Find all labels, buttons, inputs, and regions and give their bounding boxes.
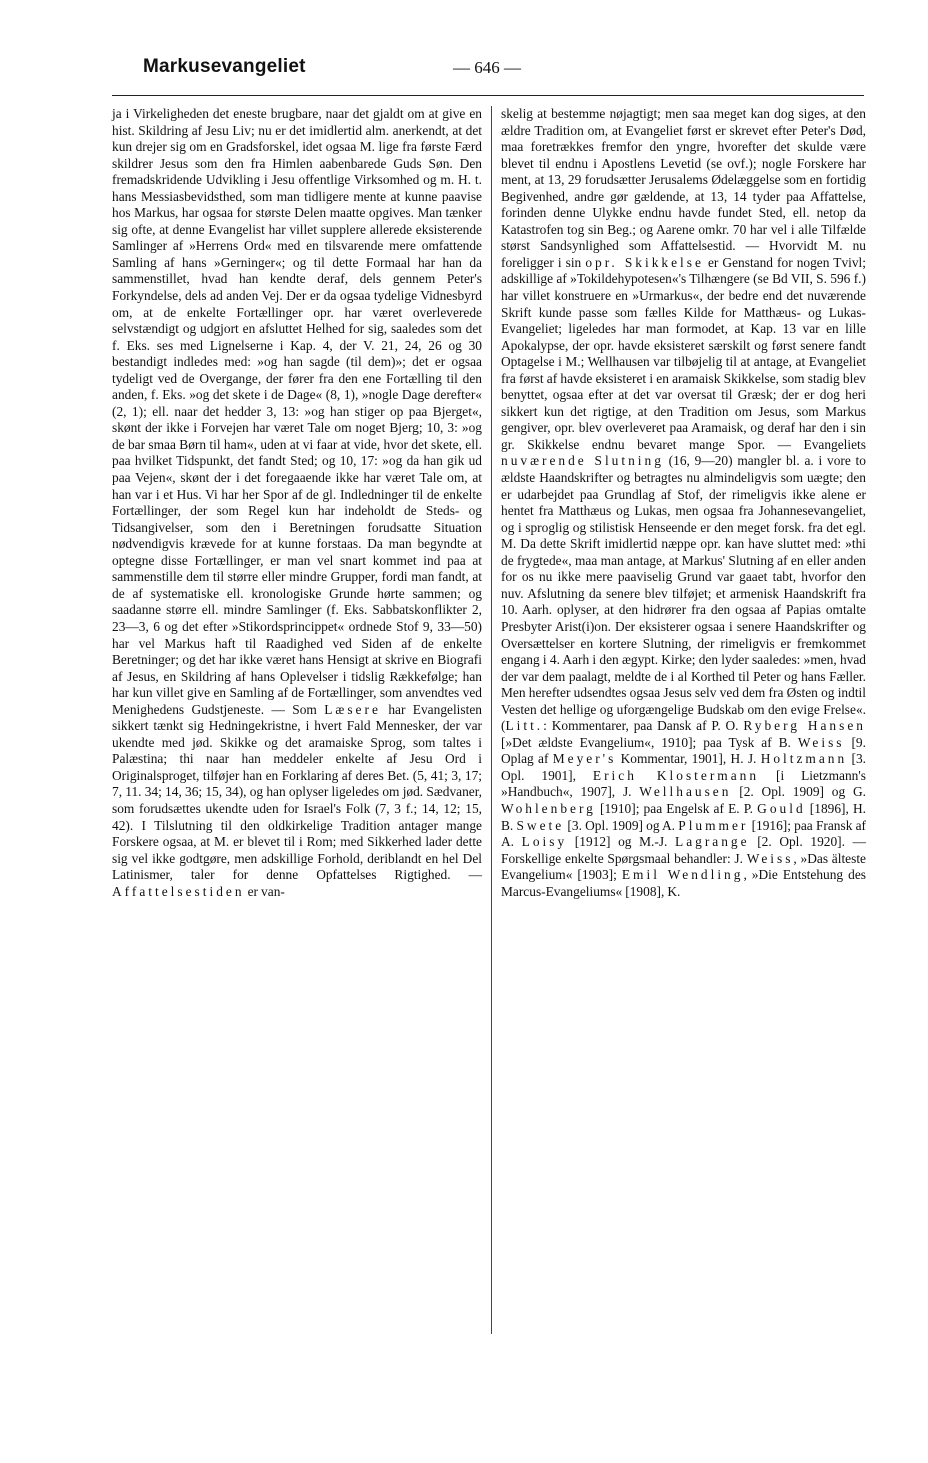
text-run: , »Das älteste Evangelium« [1903];	[501, 850, 866, 883]
spaced-term: Plummer	[678, 817, 749, 833]
text-run: [»Det ældste Evangelium«, 1910]; paa Tysk af B.	[501, 734, 791, 750]
spaced-term: Weiss	[746, 850, 794, 866]
text-run: [2. Opl. 1920]. — Forskellige enkelte Spørgsmaal behandler: J.	[501, 834, 866, 866]
text-run: [3. Opl. 1901],	[501, 751, 866, 783]
spaced-term: Meyer's	[552, 751, 617, 767]
left-column-paragraph	[112, 106, 482, 900]
text-run: [1910]; paa Engelsk af E. P.	[600, 800, 754, 816]
spaced-term: Wellhausen	[639, 784, 732, 800]
text-run: skelig at bestemme nøjagtigt; men saa meget kan dog siges, at den ældre Tradition om, at Evangeliet først er skrevet efter Peter's Død, maa foretrækkes fremfor den yngre, hvorefter det skulde være blevet til endnu i Apostlens Levetid (se ovf.); nogle Forskere har ment, at 13, 29 forudsætter Jerusalems Ødelæggelse som en fortidig Begivenhed, andre gør gældende, at 13, 14 tyder paa Affattelse, forinden denne Ulykke endnu havde fundet Sted, ell. netop da Katastrofen tog sin Beg.; og Aarene omkr. 70 har vel i alle Tilfælde størst Sandsynlighed som Affattelsestid. — Hvorvidt M. nu foreligger i sin	[501, 106, 866, 270]
spaced-term: Wohlenberg	[501, 800, 596, 816]
spaced-term: Affattelsestiden	[112, 883, 245, 899]
text-run: er van-	[247, 883, 285, 899]
right-column	[501, 106, 866, 900]
spaced-term: Emil Wendling	[621, 867, 744, 883]
text-run: [3. Opl. 1909] og A.	[567, 817, 676, 833]
text-run: [9. Oplag af	[501, 734, 866, 767]
right-column-paragraph	[501, 106, 866, 900]
spaced-term: Holtzmann	[760, 751, 848, 767]
spaced-term: Erich Klostermann	[592, 767, 760, 783]
text-run: [2. Opl. 1909] og G.	[739, 784, 866, 800]
spaced-term: Weiss	[797, 734, 845, 750]
spaced-term: Litt.	[505, 718, 544, 734]
spaced-term: nuværende Slutning	[501, 453, 664, 469]
column-divider	[491, 106, 492, 1334]
running-header	[143, 56, 863, 88]
spaced-term: Lagrange	[675, 834, 750, 850]
text-run: ja i Virkeligheden det eneste brugbare, naar det gjaldt om at give en hist. Skildring af Jesu Liv; nu er det imidlertid alm. anerkendt, at det kun drejer sig om en Gradsforskel, idet ogsaa M. lige fra første Færd skildrer Jesus som den fra Himlen aabenbarede Guds Søn. Den fremadskridende Udvikling i Jesu offentlige Virksomhed og m. H. t. hans Messiasbevidsthed, som man tidligere mente at kunne paavise hos Markus, har ogsaa for største Delen maatte opgives. Man tænker sig ofte, at denne Evangelist har villet supplere allerede eksisterende Samlinger af »Herrens Ord« med en tilsvarende mere omfattende Samling af hans »Gerninger«; og til dette Formaal har han da sammenstillet, hvad han kendte deraf, dels gennem Peter's Forkyndelse, dels ad anden Vej. Der er da ogsaa tydelige Vidnesbyrd om, at de enkelte Fortællinger opr. har været overleverede selvstændigt og udgjort en afsluttet Helhed for sig, saaledes som det f. Eks. ses med Lignelserne i Kap. 4, der V. 21, 24, 26 og 30 bestandigt indledes med: »og han sagde (til dem)»; det er ogsaa tydeligt ved de Overgange, der fører fra den ene Fortælling til den anden, f. Eks. »og det skete i de Dage« (8, 1), »nogle Dage derefter« (2, 1); ell. naar det hedder 3, 13: »og han stiger op paa Bjerget«, skønt der ikke i Forvejen har været Tale om noget Bjerg; 10, 3: »og de bar smaa Børn til ham«, uden at vi faar at vide, hvor det skete, ell. paa hvilket Tidspunkt, det fandt Sted; og 10, 17: »og da han gik ud paa Vejen«, skønt der i det foregaaende ikke har været Tale om, at han var i et Hus. Vi har her Spor af de gl. Indledninger til de enkelte Fortællinger, der som Regel kun har indeholdt de Steds- og Tidsangivelser, som den i Beretningen forudsatte Situation nødvendigvis krævede for at kunne forstaas. Da man begyndte at optegne disse Fortællinger, er man vel snart kommet ind paa at sammenstille dem til større eller mindre Grupper, fordi man fandt, at de af systematiske ell. kronologiske Grunde hørte sammen; og saadanne større ell. mindre Samlinger (f. Eks. Sabbatskonflikter 2, 23—3, 6 og det efter »Stikordsprincippet« ordnede Stof 9, 33—50) har vel Markus haft til Raadighed ved Siden af de enkelte Beretninger; og det har ikke været hans Hensigt at skrive en Biografi af Jesus, en Skildring af hans Oplevelser i tidslig Rækkefølge; han har kun villet give en Samling af de Fortællinger, som anvendtes ved Menighedens Gudstjeneste. — Som	[112, 106, 482, 717]
spaced-term: Læsere	[324, 701, 381, 717]
text-run: [1896], H. B.	[501, 800, 866, 833]
left-column	[112, 106, 482, 900]
text-run: [i Lietzmann's »Handbuch«, 1907], J.	[501, 767, 866, 800]
spaced-term: Loisy	[521, 834, 568, 850]
text-run: [1916]; paa Fransk af A.	[501, 817, 866, 850]
running-title: Markusevangeliet	[143, 56, 306, 77]
page-number: — 646 —	[453, 58, 521, 77]
text-run: , »Die Entstehung des Marcus-Evangeliums« [1908], K.	[501, 867, 866, 899]
text-run: har Evangelisten sikkert tænkt sig Hedningekristne, i hvert Fald Mennesker, der var ukendte med jød. Skikke og det aramaiske Sprog, som taltes i Palæstina; thi naar han meddeler enkelte af Jesu Ord i Originalsproget, tilføjer han en Forklaring af deres Bet. (5, 41; 3, 17; 7, 11. 34; 14, 36; 15, 34), og han oplyser ligeledes om jød. Sædvaner, som forudsættes ukendte uden for Israel's Folk (7, 3 f.; 14, 12; 15, 42). I Tilslutning til den oldkirkelige Tradition antager mange Forskere ogsaa, at M. er blevet til i Rom; med Sikkerhed lader dette sig vel ikke godtgøre, men adskillige Forhold, deriblandt en hel Del Latinismer, taler for denne Opfattelses Rigtighed. —	[112, 701, 482, 883]
header-rule	[112, 95, 864, 96]
text-run: (16, 9—20) mangler bl. a. i vore to ældste Haandskrifter og betragtes nu almindeligvis som uægte; den er udarbejdet paa Grundlag af Stof, der rimeligvis ikke alene er hentet fra Matthæus og Lukas, men ogsaa fra Johannesevangeliet, og i sproglig og stilistisk Henseende er den meget forsk. fra det egl. M. Da dette Skrift imidlertid næppe opr. kan have sluttet med: »thi de frygtede«, maa man antage, at Markus' Slutning af en eller anden for os nu ikke mere paaviselig Grund var gaaet tabt, hvorfor den nuv. Afslutning da senere blev tilføjet; et armenisk Haandskrift fra 10. Aarh. oplyser, at den hidrører fra den ogsaa af Papias omtalte Presbyter Arist(i)on. Der eksisterer ogsaa i senere Haandskrifter og Oversættelser en kortere Slutning, der rimeligvis er fremkommet engang i 4. Aarh i den ægypt. Kirke; den lyder saaledes: »men, hvad der var dem paalagt, meldte de i al Korthed til Peter og hans Fæller. Men herefter udsendtes ogsaa Jesus selv ved dem fra Østen og indtil Vesten det hellige og uforgængelige Budskab om den evige Frelse«. (	[501, 453, 866, 734]
text-run: Kommentar, 1901], H. J.	[620, 751, 757, 767]
text-run: : Kommentarer, paa Dansk af P. O.	[543, 718, 739, 734]
spaced-term: Swete	[516, 817, 565, 833]
spaced-term: Ryberg Hansen	[743, 718, 866, 734]
spaced-term: opr. Skikkelse	[585, 254, 704, 270]
spaced-term: Gould	[757, 800, 806, 816]
text-run: [1912] og M.-J.	[574, 834, 668, 850]
text-run: er Genstand for nogen Tvivl; adskillige af »Tokildehypotesen«'s Tilhængere (se Bd VII, S. 596 f.) har villet konstruere en »Urmarkus«, der bedre end det nuværende Skrift kunde passe som fælles Kilde for Matthæus- og Lukas-Evangeliet; ligeledes har man formodet, at Kap. 13 var en lille Apokalypse, der opr. havde eksisteret særskilt og først senere fandt Optagelse i M.; Wellhausen var tilbøjelig til at antage, at Evangeliet fra først af havde eksisteret i en aramaisk Skikkelse, som stadig blev benyttet, ogsaa efter at det var oversat til Græsk; der er dog heri sikkert kun det rigtige, at den Tradition om Jesus, som Markus gengiver, opr. blev overleveret paa Aramaisk, og deraf har den i sin gr. Skikkelse endnu bevaret mange Spor. — Evangeliets	[501, 254, 866, 452]
